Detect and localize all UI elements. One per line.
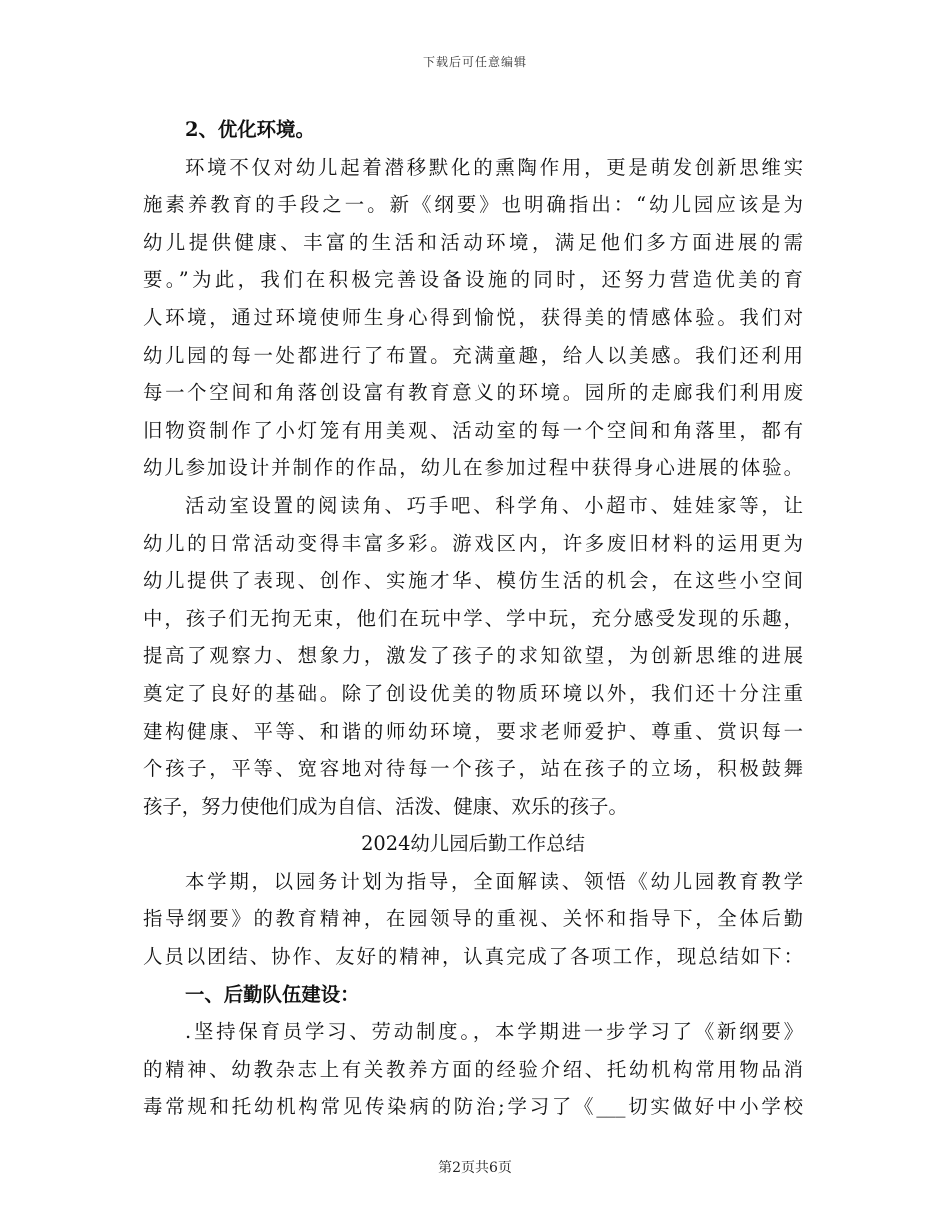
paragraph-line: 幼儿园的每一处都进行了布置。充满童趣，给人以美感。我们还利用 [143,343,803,367]
paragraph-line: 幼儿参加设计并制作的作品，幼儿在参加过程中获得身心进展的体验。 [143,456,803,480]
paragraph-line: 幼儿的日常活动变得丰富多彩。游戏区内，许多废旧材料的运用更为 [143,531,803,555]
paragraph-line: 孩子，努力使他们成为自信、活泼、健康、欢乐的孩子。 [143,794,628,818]
paragraph-line: 人员以团结、协作、友好的精神，认真完成了各项工作，现总结如下： [143,945,803,969]
paragraph-intro [143,863,803,976]
paragraph-line: 本学期，以园务计划为指导，全面解读、领悟《幼儿园教育教学 [185,869,803,893]
paragraph-line: 每一个空间和角落创设富有教育意义的环境。园所的走廊我们利用废 [143,381,803,405]
report-title: 2024幼儿园后勤工作总结 [361,832,585,856]
section-heading: 2、优化环境。 [185,118,315,141]
paragraph-line: 人环境，通过环境使师生身心得到愉悦，获得美的情感体验。我们对 [143,305,803,329]
paragraph-environment [143,149,803,487]
paragraph-line: 建构健康、平等、和谐的师幼环境，要求老师爱护、尊重、赏识每一 [143,719,803,743]
paragraph-line: 个孩子，平等、宽容地对待每一个孩子，站在孩子的立场，积极鼓舞 [143,757,803,781]
paragraph-line: 活动室设置的阅读角、巧手吧、科学角、小超市、娃娃家等，让 [185,493,803,517]
document-body [143,111,803,1126]
subheading-logistics-team: 一、后勤队伍建设： [185,982,360,1006]
paragraph-line: 旧物资制作了小灯笼有用美观、活动室的每一个空间和角落里，都有 [143,418,803,442]
page-header: 下载后可任意编辑 [422,55,527,69]
paragraph-study-system [143,1013,803,1126]
page-number: 第2页共6页 [438,1160,512,1176]
paragraph-line: 环境不仅对幼儿起着潜移默化的熏陶作用，更是萌发创新思维实 [185,155,803,179]
paragraph-line: 幼儿提供健康、丰富的生活和活动环境，满足他们多方面进展的需 [143,230,803,254]
paragraph-line: 奠定了良好的基础。除了创设优美的物质环境以外，我们还十分注重 [143,681,803,705]
paragraph-line: 的精神、幼教杂志上有关教养方面的经验介绍、托幼机构常用物品消 [143,1057,803,1081]
paragraph-line: .坚持保育员学习、劳动制度。，本学期进一步学习了《新纲要》 [185,1020,803,1044]
paragraph-line: 中，孩子们无拘无束，他们在玩中学、学中玩，充分感受发现的乐趣， [143,606,803,630]
paragraph-line: 提高了观察力、想象力，激发了孩子的求知欲望，为创新思维的进展 [143,644,803,668]
paragraph-line: 幼儿提供了表现、创作、实施才华、模仿生活的机会，在这些小空间 [143,569,803,593]
paragraph-activity-room [143,487,803,825]
paragraph-line: 施素养教育的手段之一。新《纲要》也明确指出：“幼儿园应该是为 [143,193,803,217]
paragraph-line: 要。”为此，我们在积极完善设备设施的同时，还努力营造优美的育 [143,268,803,292]
paragraph-line: 指导纲要》的教育精神，在园领导的重视、关怀和指导下，全体后勤 [143,907,803,931]
paragraph-line: 毒常规和托幼机构常见传染病的防治;学习了《___切实做好中小学校 [143,1095,803,1119]
